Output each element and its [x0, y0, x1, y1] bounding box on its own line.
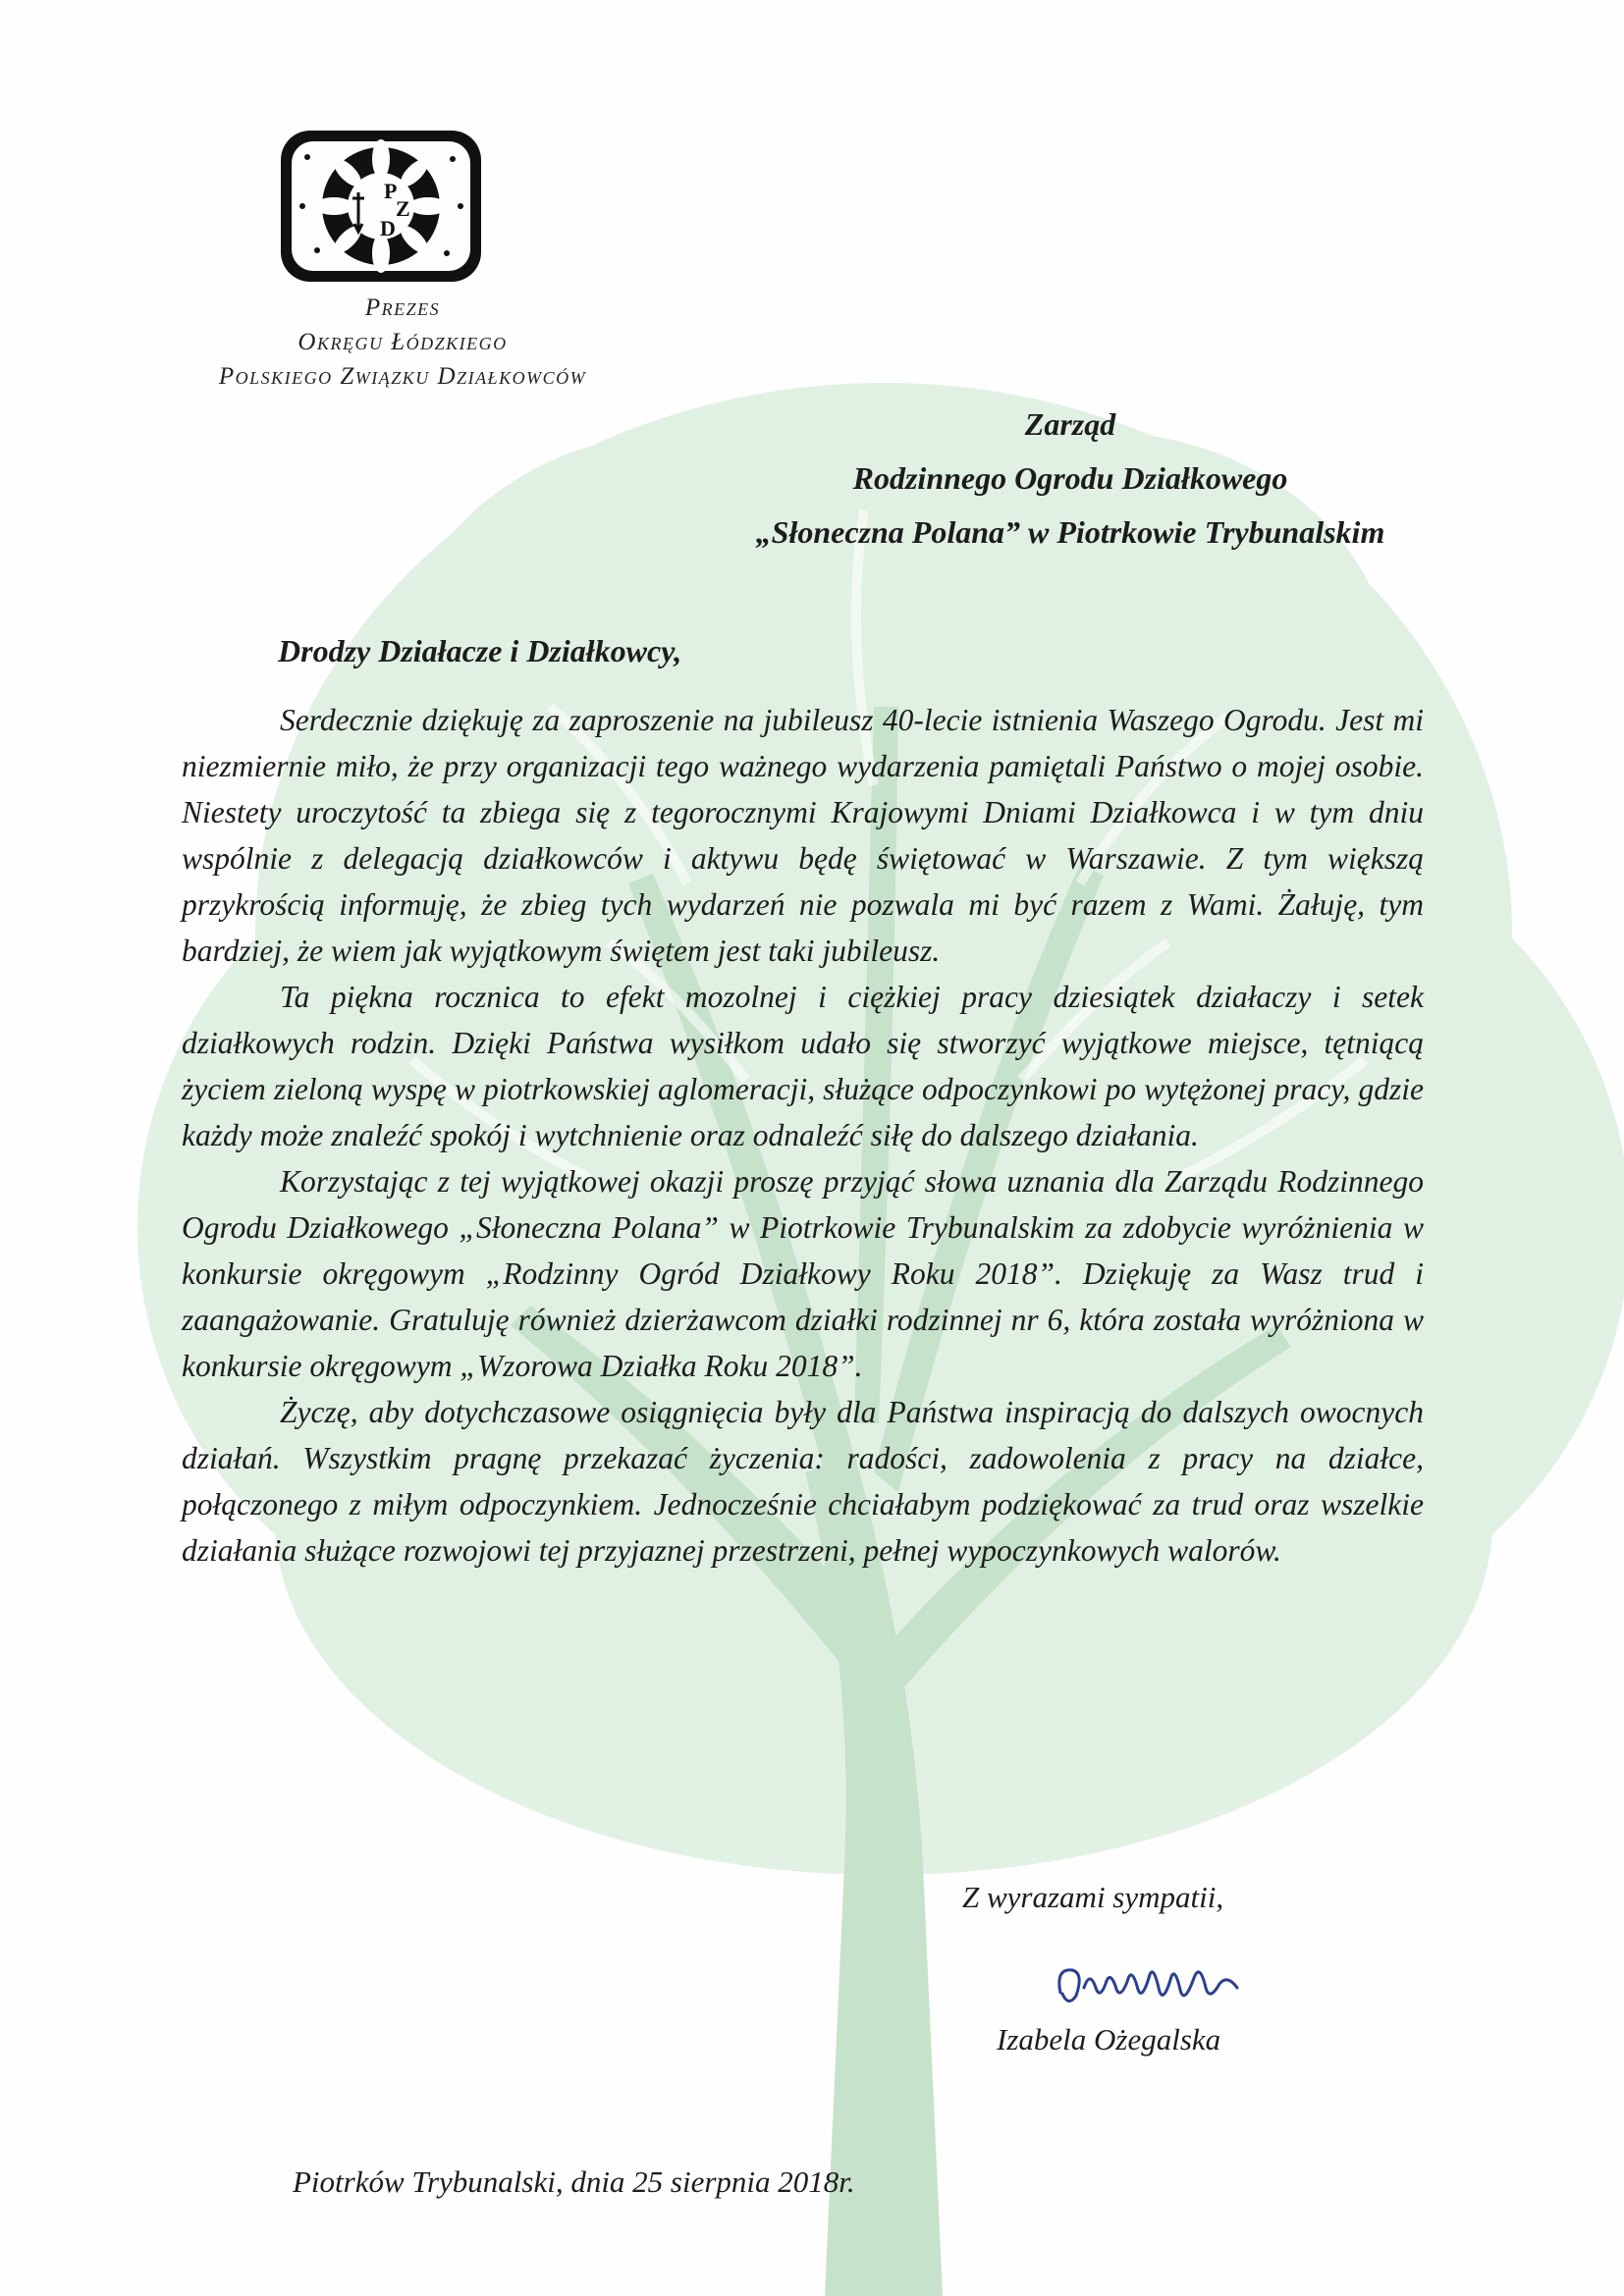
- body-paragraph-1: Serdecznie dziękuję za zaproszenie na jubileusz 40-lecie istnienia Waszego Ogrodu. Jest mi niezmiernie miło, że przy organizacji tego ważnego wydarzenia pamiętali Państwo o mojej osobie. Niestety uroczytość ta zbiega się z tegorocznymi Krajowymi Dniami Działkowca i w tym dniu wspólnie z delegacją działkowców i aktywu będę świętować w Warszawie. Z tym większą przykrością informuję, że zbieg tych wydarzeń nie pozwala mi być razem z Wami. Żałuję, tym bardziej, że wiem jak wyjątkowym świętem jest taki jubileusz.: [182, 703, 1424, 968]
- recipient-line-3: „Słoneczna Polana” w Piotrkowie Trybunalskim: [755, 514, 1385, 550]
- recipient-line-1: Zarząd: [1024, 406, 1116, 442]
- handwritten-signature: [1051, 1949, 1247, 2017]
- greeting: Drodzy Działacze i Działkowcy,: [278, 633, 682, 668]
- body-paragraph-4: Życzę, aby dotychczasowe osiągnięcia były dla Państwa inspiracją do dalszych owocnych działań. Wszystkim pragnę przekazać życzenia: radości, zadowolenia z pracy na działce, połączonego z miłym odpoczynkiem. Jednocześnie chciałabym podziękować za trud oraz wszelkie działania służące rozwojowi tej przyjaznej przestrzeni, pełnej wypoczynkowych walorów.: [182, 1395, 1424, 1568]
- logo-letter-d: D: [380, 216, 396, 240]
- recipient-line-2: Rodzinnego Ogrodu Działkowego: [852, 460, 1288, 496]
- closing-phrase: Z wyrazami sympatii,: [962, 1880, 1224, 1914]
- logo-letter-z: Z: [396, 196, 410, 221]
- signer-name: Izabela Ożegalska: [997, 2022, 1221, 2056]
- sender-district: Okręgu Łódzkiego: [298, 329, 508, 355]
- sender-header: [147, 291, 658, 394]
- pzd-logo-icon: [278, 128, 484, 285]
- place-and-date: Piotrków Trybunalski, dnia 25 sierpnia 2018r.: [293, 2164, 855, 2199]
- recipient-block: [727, 398, 1414, 560]
- letter-body: [182, 697, 1424, 1574]
- body-paragraph-3: Korzystając z tej wyjątkowej okazji proszę przyjąć słowa uznania dla Zarządu Rodzinnego Ogrodu Działkowego „Słoneczna Polana” w Piotrkowie Trybunalskim za zdobycie wyróżnienia w konkursie okręgowym „Rodzinny Ogród Działkowy Roku 2018”. Dziękuję za Wasz trud i zaangażowanie. Gratuluję również dzierżawcom działki rodzinnej nr 6, która została wyróżniona w konkursie okręgowym „Wzorowa Działka Roku 2018”.: [182, 1164, 1424, 1383]
- logo-letter-p: P: [384, 179, 398, 203]
- sender-title: Prezes: [364, 294, 441, 321]
- body-paragraph-2: Ta piękna rocznica to efekt mozolnej i ciężkiej pracy dziesiątek działaczy i setek działkowych rodzin. Dzięki Państwa wysiłkom udało się stworzyć wyjątkowe miejsce, tętniącą życiem zieloną wyspę w piotrkowskiej aglomeracji, służące odpoczynkowi po wytężonej pracy, gdzie każdy może znaleźć spokój i wytchnienie oraz odnaleźć siłę do dalszego działania.: [182, 980, 1424, 1152]
- sender-organization: Polskiego Związku Działkowców: [218, 363, 587, 390]
